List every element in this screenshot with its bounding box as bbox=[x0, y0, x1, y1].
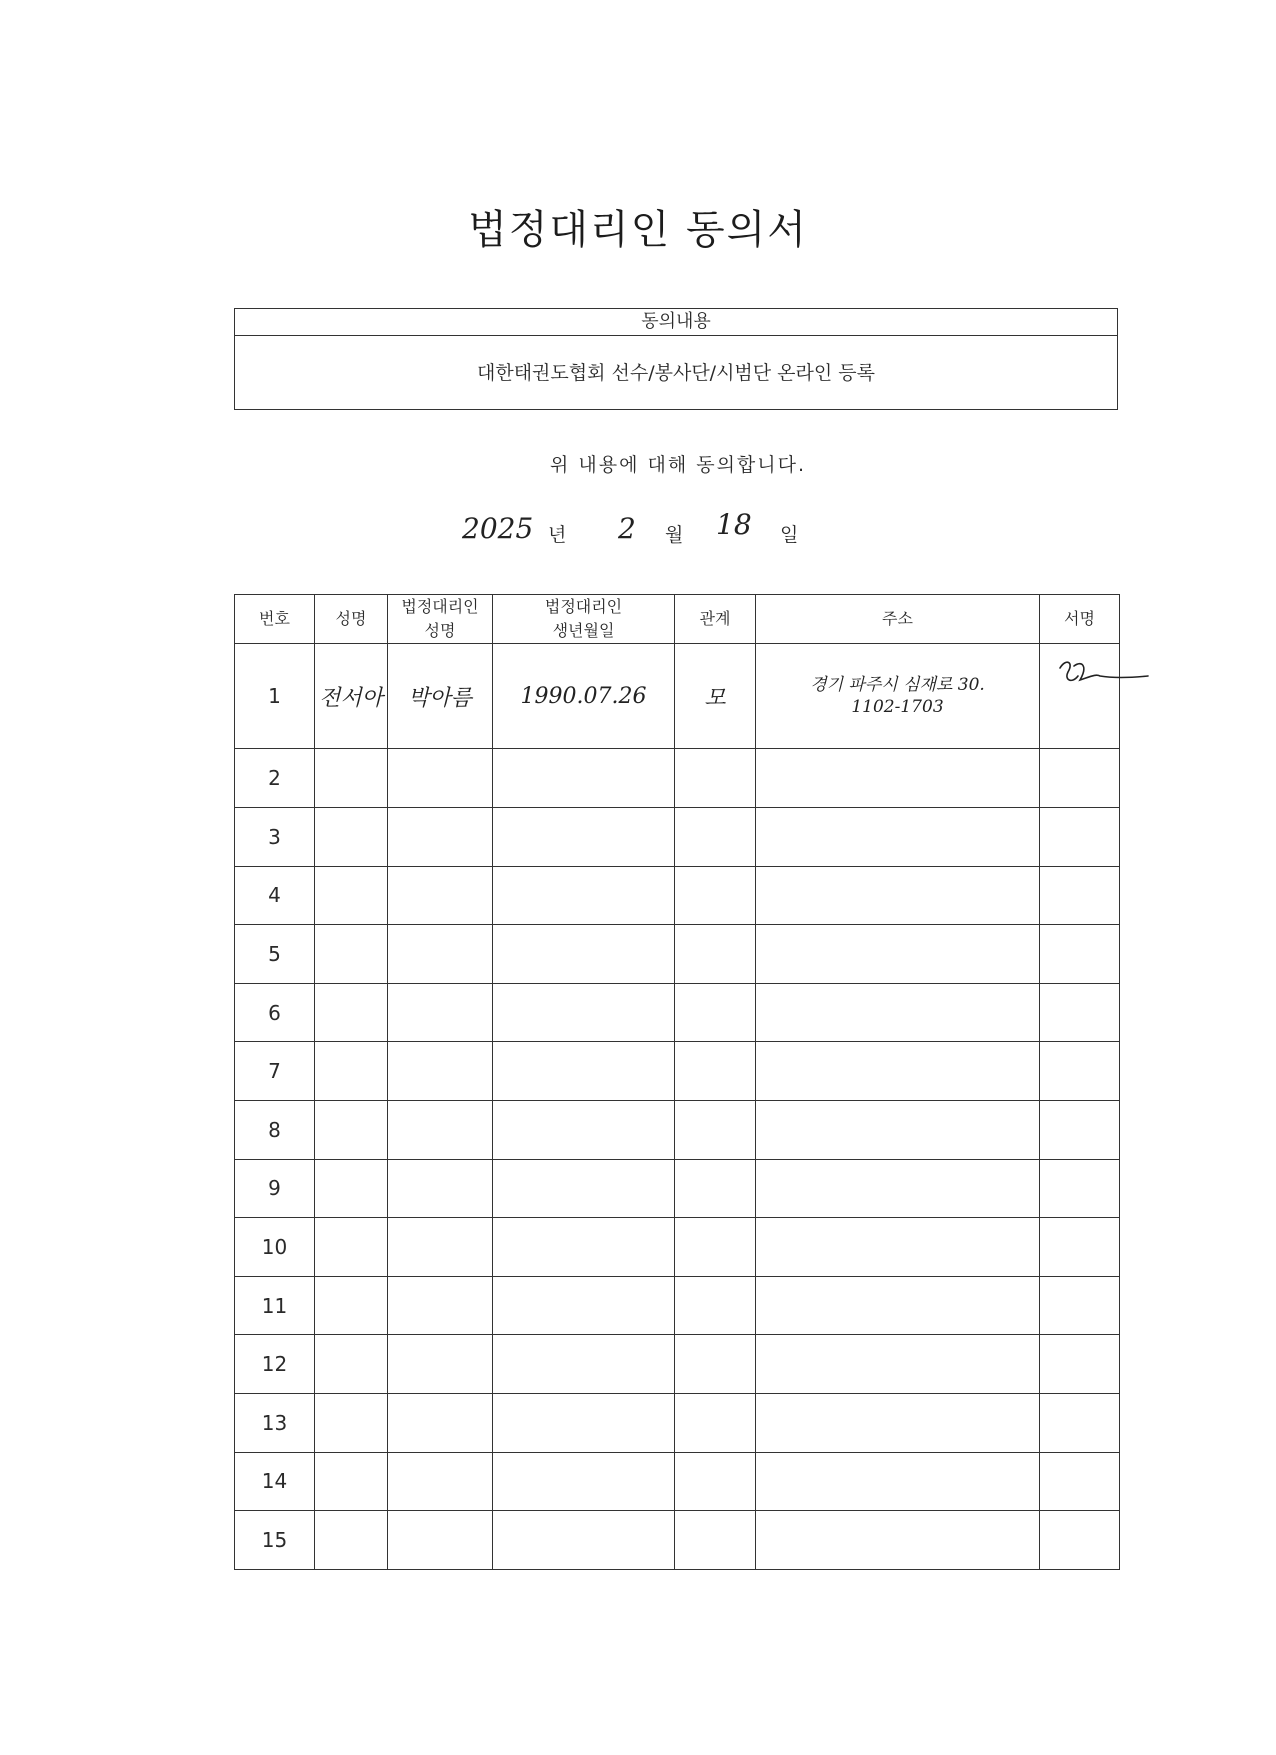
cell-relation bbox=[675, 1511, 756, 1570]
cell-no: 14 bbox=[235, 1452, 315, 1511]
cell-relation bbox=[675, 808, 756, 867]
cell-guardian-name bbox=[388, 1394, 493, 1453]
cell-name bbox=[315, 749, 388, 808]
table-row bbox=[235, 1511, 1120, 1570]
date-day-label: 일 bbox=[780, 524, 799, 546]
cell-signature bbox=[1040, 983, 1120, 1042]
cell-name bbox=[315, 1101, 388, 1160]
table-row bbox=[235, 1042, 1120, 1101]
cell-signature bbox=[1040, 644, 1120, 749]
cell-no: 15 bbox=[235, 1511, 315, 1570]
cell-relation bbox=[675, 1452, 756, 1511]
cell-address bbox=[756, 866, 1040, 925]
cell-name bbox=[315, 1511, 388, 1570]
cell-guardian-birth bbox=[493, 1159, 675, 1218]
cell-signature bbox=[1040, 1452, 1120, 1511]
cell-guardian-birth bbox=[493, 866, 675, 925]
cell-no: 10 bbox=[235, 1218, 315, 1277]
table-row bbox=[235, 866, 1120, 925]
cell-guardian-birth bbox=[493, 1218, 675, 1277]
cell-signature bbox=[1040, 925, 1120, 984]
table-row bbox=[235, 644, 1120, 749]
date-day: 18 bbox=[716, 508, 752, 541]
cell-address bbox=[756, 808, 1040, 867]
cell-address bbox=[756, 925, 1040, 984]
consent-header: 동의내용 bbox=[235, 309, 1117, 336]
cell-address bbox=[756, 1452, 1040, 1511]
cell-no: 7 bbox=[235, 1042, 315, 1101]
cell-relation bbox=[675, 1042, 756, 1101]
header-address: 주소 bbox=[756, 595, 1040, 644]
cell-name bbox=[315, 644, 388, 749]
cell-address bbox=[756, 1335, 1040, 1394]
cell-name bbox=[315, 808, 388, 867]
date-year-label: 년 bbox=[548, 524, 567, 546]
cell-guardian-birth bbox=[493, 1042, 675, 1101]
cell-signature bbox=[1040, 1042, 1120, 1101]
table-row bbox=[235, 1452, 1120, 1511]
cell-relation bbox=[675, 1159, 756, 1218]
cell-address bbox=[756, 983, 1040, 1042]
cell-no: 4 bbox=[235, 866, 315, 925]
cell-guardian-birth bbox=[493, 1394, 675, 1453]
cell-guardian-name bbox=[388, 1452, 493, 1511]
cell-signature bbox=[1040, 1101, 1120, 1160]
header-relation: 관계 bbox=[675, 595, 756, 644]
cell-signature bbox=[1040, 1335, 1120, 1394]
cell-signature bbox=[1040, 1276, 1120, 1335]
cell-guardian-birth-text: 1990.07.26 bbox=[520, 683, 647, 709]
cell-guardian-birth bbox=[493, 1511, 675, 1570]
cell-guardian-name bbox=[388, 1101, 493, 1160]
date-month-label: 월 bbox=[665, 524, 684, 546]
cell-relation bbox=[675, 749, 756, 808]
table-row bbox=[235, 1335, 1120, 1394]
cell-name bbox=[315, 866, 388, 925]
cell-guardian-birth bbox=[493, 1101, 675, 1160]
address-line-2: 1102-1703 bbox=[851, 697, 944, 718]
registration-table bbox=[234, 594, 1120, 1570]
cell-relation bbox=[675, 644, 756, 749]
cell-guardian-birth bbox=[493, 808, 675, 867]
cell-guardian-name bbox=[388, 1511, 493, 1570]
cell-relation bbox=[675, 1276, 756, 1335]
cell-guardian-birth bbox=[493, 749, 675, 808]
cell-signature bbox=[1040, 749, 1120, 808]
table-row bbox=[235, 925, 1120, 984]
cell-no: 11 bbox=[235, 1276, 315, 1335]
table-row bbox=[235, 749, 1120, 808]
address-line-1: 경기 파주시 심재로 30. bbox=[810, 675, 985, 696]
cell-guardian-name bbox=[388, 866, 493, 925]
cell-guardian-name bbox=[388, 1218, 493, 1277]
cell-address bbox=[756, 1042, 1040, 1101]
cell-signature bbox=[1040, 866, 1120, 925]
cell-name bbox=[315, 1394, 388, 1453]
cell-relation bbox=[675, 983, 756, 1042]
cell-name bbox=[315, 1276, 388, 1335]
cell-name bbox=[315, 983, 388, 1042]
consent-box bbox=[234, 308, 1118, 410]
table-row bbox=[235, 1159, 1120, 1218]
cell-address bbox=[756, 1394, 1040, 1453]
cell-signature bbox=[1040, 1394, 1120, 1453]
cell-guardian-birth bbox=[493, 644, 675, 749]
cell-name bbox=[315, 1452, 388, 1511]
cell-name bbox=[315, 1159, 388, 1218]
cell-relation bbox=[675, 1335, 756, 1394]
date-year: 2025 bbox=[462, 512, 534, 545]
table-row bbox=[235, 1394, 1120, 1453]
page-title: 법정대리인 동의서 bbox=[468, 207, 808, 253]
cell-guardian-name bbox=[388, 1276, 493, 1335]
cell-no: 8 bbox=[235, 1101, 315, 1160]
cell-signature bbox=[1040, 1511, 1120, 1570]
header-guardian-name: 법정대리인 성명 bbox=[388, 595, 493, 644]
cell-relation bbox=[675, 866, 756, 925]
table-row bbox=[235, 1101, 1120, 1160]
date-line bbox=[0, 508, 1276, 552]
cell-no: 13 bbox=[235, 1394, 315, 1453]
cell-guardian-name bbox=[388, 1335, 493, 1394]
cell-address bbox=[756, 1276, 1040, 1335]
cell-relation bbox=[675, 1101, 756, 1160]
cell-address bbox=[756, 1101, 1040, 1160]
table-row bbox=[235, 1218, 1120, 1277]
cell-signature bbox=[1040, 1218, 1120, 1277]
header-guardian-birth: 법정대리인 생년월일 bbox=[493, 595, 675, 644]
cell-no: 2 bbox=[235, 749, 315, 808]
cell-no: 1 bbox=[235, 644, 315, 749]
cell-guardian-birth bbox=[493, 983, 675, 1042]
date-month: 2 bbox=[618, 512, 636, 545]
cell-address bbox=[756, 1218, 1040, 1277]
cell-no: 3 bbox=[235, 808, 315, 867]
cell-guardian-birth bbox=[493, 1335, 675, 1394]
cell-guardian-name bbox=[388, 749, 493, 808]
cell-address bbox=[756, 1511, 1040, 1570]
cell-relation bbox=[675, 1218, 756, 1277]
cell-guardian-name bbox=[388, 925, 493, 984]
cell-guardian-name bbox=[388, 1042, 493, 1101]
header-signature: 서명 bbox=[1040, 595, 1120, 644]
cell-name bbox=[315, 1042, 388, 1101]
cell-name bbox=[315, 1218, 388, 1277]
table-row bbox=[235, 808, 1120, 867]
cell-name bbox=[315, 925, 388, 984]
cell-relation bbox=[675, 1394, 756, 1453]
cell-guardian-birth bbox=[493, 1452, 675, 1511]
header-name: 성명 bbox=[315, 595, 388, 644]
cell-guardian-name bbox=[388, 808, 493, 867]
cell-guardian-name bbox=[388, 1159, 493, 1218]
cell-address bbox=[756, 749, 1040, 808]
cell-guardian-name bbox=[388, 983, 493, 1042]
cell-signature bbox=[1040, 1159, 1120, 1218]
cell-guardian-name bbox=[388, 644, 493, 749]
header-no: 번호 bbox=[235, 595, 315, 644]
cell-relation bbox=[675, 925, 756, 984]
table-row bbox=[235, 1276, 1120, 1335]
cell-signature bbox=[1040, 808, 1120, 867]
cell-guardian-birth bbox=[493, 925, 675, 984]
consent-body: 대한태권도협회 선수/봉사단/시범단 온라인 등록 bbox=[476, 362, 875, 384]
cell-no: 5 bbox=[235, 925, 315, 984]
cell-relation-text: 모 bbox=[704, 685, 726, 711]
table-row bbox=[235, 983, 1120, 1042]
cell-guardian-name-text: 박아름 bbox=[408, 685, 472, 711]
cell-no: 9 bbox=[235, 1159, 315, 1218]
cell-name bbox=[315, 1335, 388, 1394]
agreement-text: 위 내용에 대해 동의합니다. bbox=[549, 454, 807, 476]
table-header-row bbox=[235, 595, 1120, 644]
cell-guardian-birth bbox=[493, 1276, 675, 1335]
cell-no: 6 bbox=[235, 983, 315, 1042]
cell-address bbox=[756, 1159, 1040, 1218]
cell-no: 12 bbox=[235, 1335, 315, 1394]
cell-name-text: 전서아 bbox=[319, 685, 383, 711]
cell-address bbox=[756, 644, 1040, 749]
signature-mark bbox=[1052, 654, 1152, 694]
